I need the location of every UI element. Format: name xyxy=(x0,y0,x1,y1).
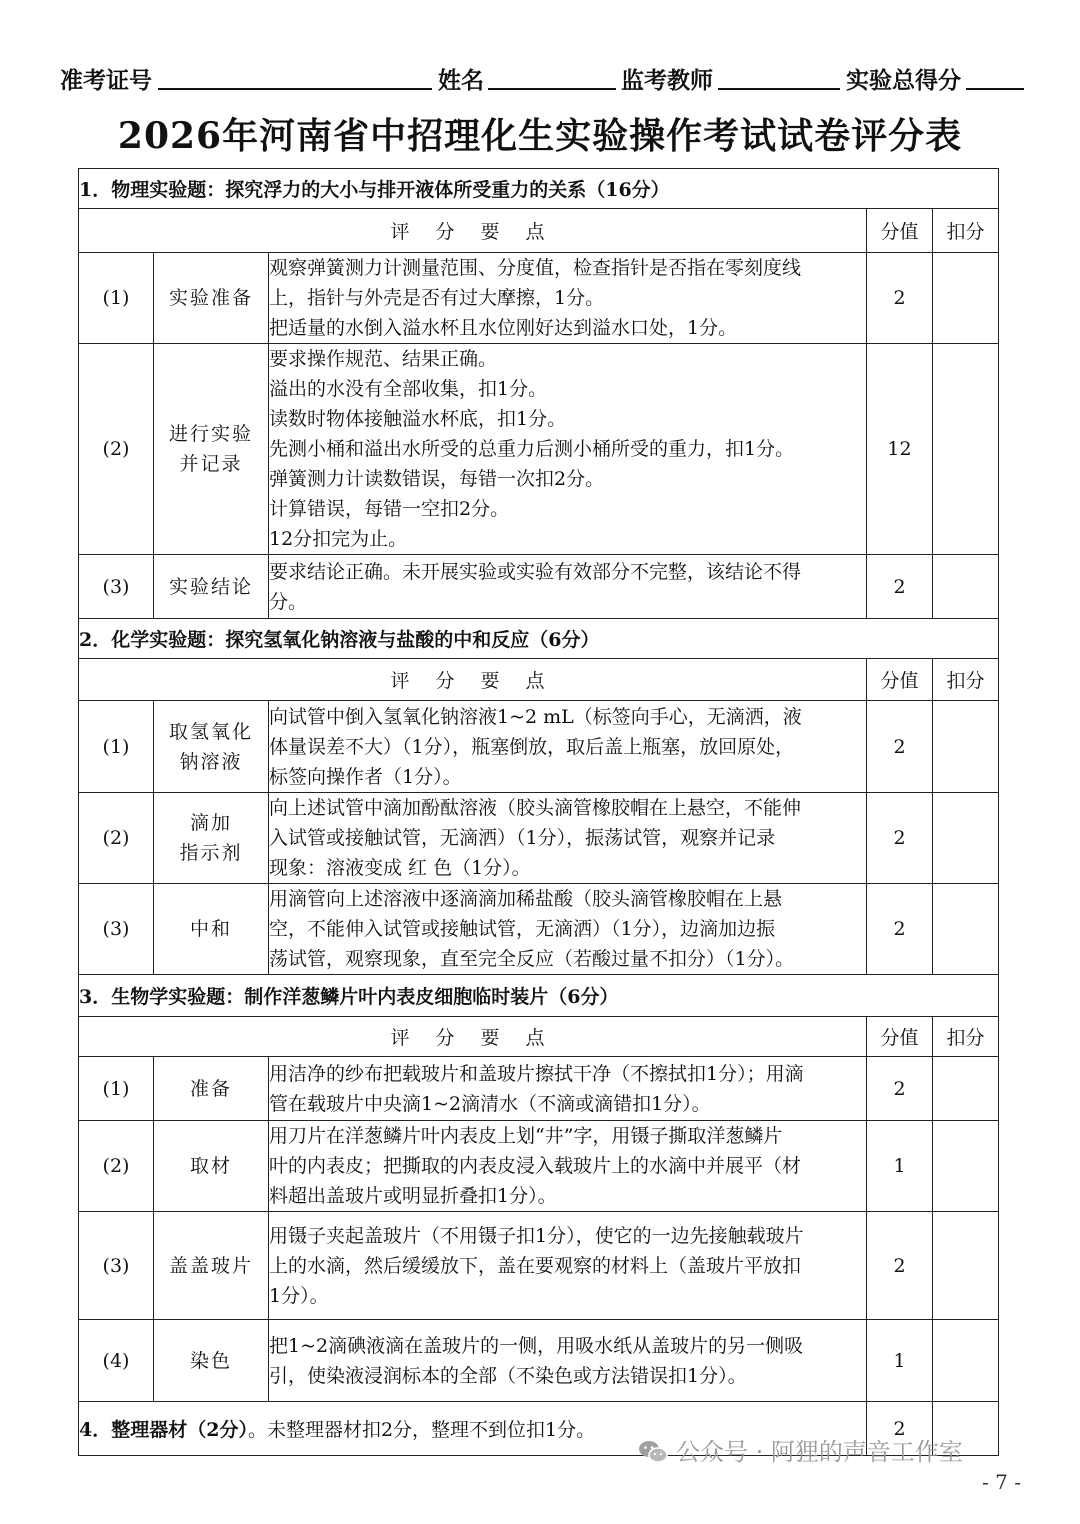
exam-id-field[interactable] xyxy=(158,88,432,90)
step-line: 准备 xyxy=(189,1077,232,1100)
step-line: 钠溶液 xyxy=(179,750,243,773)
criteria xyxy=(269,1320,867,1402)
criteria-line: 弹簧测力计读数错误，每错一次扣2分。 xyxy=(269,468,605,490)
page-number: - 7 - xyxy=(982,1470,1021,1494)
criteria xyxy=(269,1057,867,1121)
step-line: 实验结论 xyxy=(168,575,253,598)
step-line: 取材 xyxy=(189,1155,232,1177)
deduct-header: 扣分 xyxy=(933,209,999,253)
table-row xyxy=(79,1121,999,1212)
name-label: 姓名 xyxy=(438,67,484,94)
criteria-line: 要求操作规范、结果正确。 xyxy=(269,348,498,370)
step-name xyxy=(154,1121,269,1212)
criteria xyxy=(269,793,867,884)
criteria-line: 要求结论正确。未开展实验或实验有效部分不完整，该结论不得 xyxy=(269,560,802,583)
cleanup-title: 4．整理器材（2分） xyxy=(79,1419,248,1441)
proctor-field[interactable] xyxy=(718,88,840,90)
criteria-line: 叶的内表皮；把撕取的内表皮浸入载玻片上的水滴中并展平（材 xyxy=(269,1155,802,1177)
criteria-line: 上，指针与外壳是否有过大摩擦，1分。 xyxy=(269,287,605,309)
item-number: (3) xyxy=(79,884,154,975)
step-name xyxy=(154,253,269,344)
item-number: (4) xyxy=(79,1320,154,1402)
score-header: 分值 xyxy=(867,209,933,253)
section-title: 3．生物学实验题：制作洋葱鳞片叶内表皮细胞临时装片（6分） xyxy=(79,975,999,1017)
column-header-row xyxy=(79,1017,999,1057)
table-row xyxy=(79,1057,999,1121)
score-value: 2 xyxy=(867,555,933,619)
deduct-cell[interactable] xyxy=(933,344,999,555)
points-header: 评 分 要 点 xyxy=(79,209,867,253)
criteria-line: 把1~2滴碘液滴在盖玻片的一侧，用吸水纸从盖玻片的另一侧吸 xyxy=(269,1334,804,1357)
deduct-header: 扣分 xyxy=(933,659,999,701)
score-value: 2 xyxy=(867,793,933,884)
score-value: 2 xyxy=(867,253,933,344)
proctor-label: 监考教师 xyxy=(621,67,713,94)
score-header: 分值 xyxy=(867,1017,933,1057)
deduct-header: 扣分 xyxy=(933,1017,999,1057)
column-header-row xyxy=(79,209,999,253)
criteria-line: 12分扣完为止。 xyxy=(269,528,408,550)
criteria-line: 入试管或接触试管，无滴洒）（1分），振荡试管，观察并记录 xyxy=(269,827,776,849)
deduct-cell[interactable] xyxy=(933,1320,999,1402)
step-line: 中和 xyxy=(189,918,232,940)
criteria-line: 计算错误，每错一空扣2分。 xyxy=(269,498,510,520)
step-name xyxy=(154,884,269,975)
criteria xyxy=(269,1121,867,1212)
step-name xyxy=(154,344,269,555)
item-number: (3) xyxy=(79,1212,154,1320)
criteria-line: 读数时物体接触溢水杯底，扣1分。 xyxy=(269,408,567,430)
criteria-line: 用滴管向上述溶液中逐滴滴加稀盐酸（胶头滴管橡胶帽在上悬 xyxy=(269,888,783,910)
item-number: (1) xyxy=(79,253,154,344)
deduct-cell[interactable] xyxy=(933,555,999,619)
deduct-cell[interactable] xyxy=(933,793,999,884)
criteria-line: 用刀片在洋葱鳞片叶内表皮上划“井”字，用镊子撕取洋葱鳞片 xyxy=(269,1125,783,1147)
criteria-line: 向上述试管中滴加酚酞溶液（胶头滴管橡胶帽在上悬空，不能伸 xyxy=(269,797,802,819)
exam-header xyxy=(60,58,1024,94)
section-title: 1．物理实验题：探究浮力的大小与排开液体所受重力的关系（16分） xyxy=(79,169,999,209)
step-name xyxy=(154,555,269,619)
step-name xyxy=(154,1212,269,1320)
criteria xyxy=(269,555,867,619)
criteria-line: 溢出的水没有全部收集，扣1分。 xyxy=(269,378,548,400)
criteria-line: 观察弹簧测力计测量范围、分度值，检查指针是否指在零刻度线 xyxy=(269,257,802,279)
table-row xyxy=(79,555,999,619)
step-name xyxy=(154,793,269,884)
item-number: (2) xyxy=(79,793,154,884)
deduct-cell[interactable] xyxy=(933,1212,999,1320)
table-row xyxy=(79,793,999,884)
exam-id-label: 准考证号 xyxy=(60,67,152,94)
deduct-cell[interactable] xyxy=(933,701,999,793)
criteria-line: 管在载玻片中央滴1~2滴清水（不滴或滴错扣1分）。 xyxy=(269,1092,711,1115)
table-row xyxy=(79,253,999,344)
criteria-line: 引，使染液浸润标本的全部（不染色或方法错误扣1分）。 xyxy=(269,1364,747,1387)
criteria-line: 分。 xyxy=(269,590,308,613)
criteria xyxy=(269,253,867,344)
score-value: 1 xyxy=(867,1121,933,1212)
points-header: 评 分 要 点 xyxy=(79,1017,867,1057)
table-row xyxy=(79,344,999,555)
step-line: 盖盖玻片 xyxy=(168,1254,253,1277)
section-physics-title-row xyxy=(79,169,999,209)
points-header: 评 分 要 点 xyxy=(79,659,867,701)
table-row xyxy=(79,884,999,975)
score-value: 2 xyxy=(867,1402,933,1456)
criteria-line: 标签向操作者（1分）。 xyxy=(269,765,462,788)
step-line: 指示剂 xyxy=(179,842,243,864)
criteria-line: 空，不能伸入试管或接触试管，无滴洒）（1分），边滴加边振 xyxy=(269,918,776,940)
criteria xyxy=(269,701,867,793)
step-line: 染色 xyxy=(189,1349,232,1372)
criteria-line: 先测小桶和溢出水所受的总重力后测小桶所受的重力，扣1分。 xyxy=(269,438,795,460)
item-number: (2) xyxy=(79,1121,154,1212)
column-header-row xyxy=(79,659,999,701)
item-number: (1) xyxy=(79,701,154,793)
item-number: (2) xyxy=(79,344,154,555)
step-line: 取氢氧化 xyxy=(168,720,253,743)
criteria-line: 用镊子夹起盖玻片（不用镊子扣1分），使它的一边先接触载玻片 xyxy=(269,1224,804,1247)
score-value: 2 xyxy=(867,1057,933,1121)
score-value: 1 xyxy=(867,1320,933,1402)
criteria-line: 现象：溶液变成 红 色（1分）。 xyxy=(269,857,531,879)
step-name xyxy=(154,1057,269,1121)
criteria-line: 体量误差不大）（1分），瓶塞倒放，取后盖上瓶塞，放回原处， xyxy=(269,735,795,758)
criteria xyxy=(269,344,867,555)
criteria-line: 荡试管，观察现象，直至完全反应（若酸过量不扣分）（1分）。 xyxy=(269,948,795,970)
score-header: 分值 xyxy=(867,659,933,701)
criteria-line: 把适量的水倒入溢水杯且水位刚好达到溢水口处，1分。 xyxy=(269,317,738,339)
deduct-cell[interactable] xyxy=(933,253,999,344)
score-value: 2 xyxy=(867,1212,933,1320)
criteria xyxy=(269,884,867,975)
cleanup-rule: 。未整理器材扣2分，整理不到位扣1分。 xyxy=(247,1419,596,1441)
watermark-text: 公众号 · 阿狸的声音工作室 xyxy=(676,1438,963,1466)
criteria-line: 上的水滴，然后缓缓放下，盖在要观察的材料上（盖玻片平放扣 xyxy=(269,1254,802,1277)
criteria-line: 向试管中倒入氢氧化钠溶液1~2 mL（标签向手心，无滴洒，液 xyxy=(269,705,802,728)
deduct-cell[interactable] xyxy=(933,884,999,975)
section-title: 2．化学实验题：探究氢氧化钠溶液与盐酸的中和反应（6分） xyxy=(79,619,999,659)
criteria-line: 料超出盖玻片或明显折叠扣1分）。 xyxy=(269,1185,557,1207)
score-value: 12 xyxy=(867,344,933,555)
table-row xyxy=(79,701,999,793)
scoring-table xyxy=(78,168,999,1456)
step-name xyxy=(154,701,269,793)
wechat-icon xyxy=(638,1439,668,1465)
table-row xyxy=(79,1320,999,1402)
step-line: 滴加 xyxy=(189,812,232,834)
step-line: 进行实验 xyxy=(168,423,253,445)
section-biology-title-row xyxy=(79,975,999,1017)
step-name xyxy=(154,1320,269,1402)
total-score-field[interactable] xyxy=(966,88,1024,90)
item-number: (3) xyxy=(79,555,154,619)
watermark xyxy=(638,1432,963,1467)
deduct-cell[interactable] xyxy=(933,1121,999,1212)
score-value: 2 xyxy=(867,884,933,975)
deduct-cell[interactable] xyxy=(933,1057,999,1121)
criteria xyxy=(269,1212,867,1320)
page-title: 2026年河南省中招理化生实验操作考试试卷评分表 xyxy=(117,115,963,157)
score-value: 2 xyxy=(867,701,933,793)
step-line: 并记录 xyxy=(179,453,243,475)
table-row xyxy=(79,1212,999,1320)
criteria-line: 用洁净的纱布把载玻片和盖玻片擦拭干净（不擦拭扣1分）；用滴 xyxy=(269,1062,804,1085)
criteria-line: 1分）。 xyxy=(269,1284,329,1307)
name-field[interactable] xyxy=(488,88,616,90)
item-number: (1) xyxy=(79,1057,154,1121)
step-line: 实验准备 xyxy=(168,287,253,309)
total-score-label: 实验总得分 xyxy=(846,67,961,94)
section-chemistry-title-row xyxy=(79,619,999,659)
